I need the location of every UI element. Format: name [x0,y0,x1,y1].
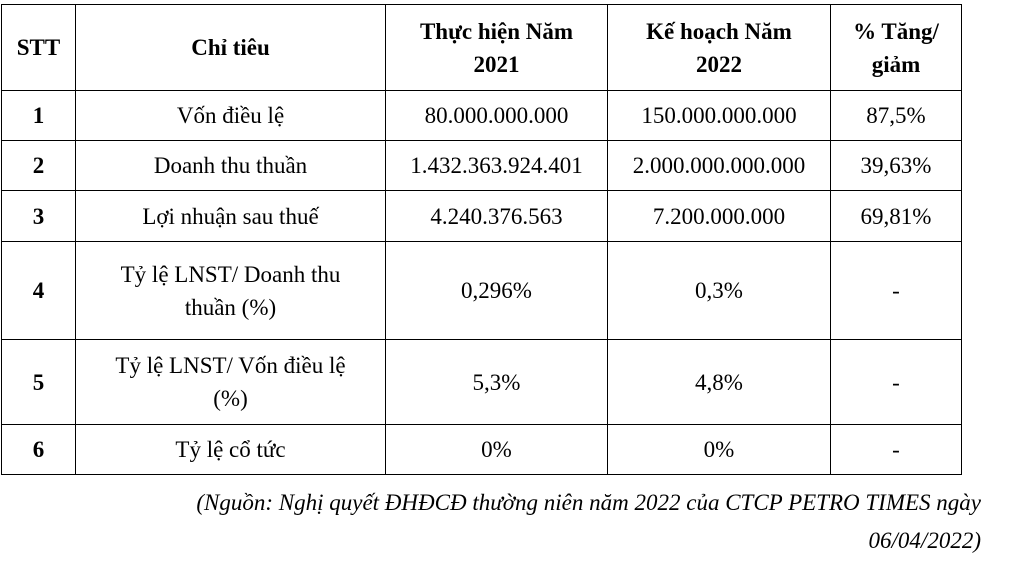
row-plan-2022: 0% [608,425,831,475]
header-stt-label: STT [16,35,61,60]
row-indicator-text: Tỷ lệ cổ tức [175,437,286,462]
row-indicator-text-line2: (%) [213,386,248,411]
row-change: - [831,425,962,475]
row-indicator-text: Doanh thu thuần [153,153,308,178]
row-plan-2022: 150.000.000.000 [608,91,831,141]
row-stt: 6 [2,425,76,475]
row-change: 39,63% [831,141,962,191]
table-row [2,425,962,475]
row-actual-2021: 0% [386,425,608,475]
header-change-line2: giảm [871,51,921,77]
row-change: - [831,242,962,340]
row-actual-2021: 80.000.000.000 [386,91,608,141]
table-row [2,141,962,191]
source-note-line1: (Nguồn: Nghị quyết ĐHĐCĐ thường niên năm 2022 của CTCP PETRO TIMES ngày [196,490,981,515]
row-stt: 5 [2,340,76,425]
header-plan-2022-line1: Kế hoạch Năm [646,18,792,44]
source-note [61,484,981,560]
row-actual-2021: 0,296% [386,242,608,340]
header-plan-2022 [608,5,831,91]
row-actual-2021: 5,3% [386,340,608,425]
row-stt: 3 [2,191,76,242]
header-indicator-label: Chỉ tiêu [191,35,270,60]
header-plan-2022-line2: 2022 [696,51,742,77]
header-indicator [76,5,386,91]
row-change: 87,5% [831,91,962,141]
table-header-row [2,5,962,91]
row-stt: 4 [2,242,76,340]
source-note-line2: 06/04/2022) [868,528,981,553]
header-actual-2021 [386,5,608,91]
row-change: 69,81% [831,191,962,242]
row-plan-2022: 2.000.000.000.000 [608,141,831,191]
row-indicator [76,340,386,425]
row-indicator-text: Tỷ lệ LNST/ Vốn điều lệ [115,353,346,378]
row-indicator-text: Tỷ lệ LNST/ Doanh thu [120,261,341,287]
row-actual-2021: 4.240.376.563 [386,191,608,242]
row-indicator-text: Lợi nhuận sau thuế [142,203,319,229]
row-indicator-text-line2: thuần (%) [184,294,277,320]
header-actual-2021-line1: Thực hiện Năm [419,18,574,44]
table-row [2,191,962,242]
row-plan-2022: 0,3% [608,242,831,340]
table-row [2,242,962,340]
row-change: - [831,340,962,425]
row-indicator [76,91,386,141]
row-plan-2022: 4,8% [608,340,831,425]
row-stt: 2 [2,141,76,191]
header-change [831,5,962,91]
row-indicator [76,425,386,475]
row-indicator [76,141,386,191]
header-change-line1: % Tăng/ [853,18,939,44]
row-indicator [76,191,386,242]
header-stt [2,5,76,91]
table-row [2,340,962,425]
row-actual-2021: 1.432.363.924.401 [386,141,608,191]
row-indicator-text: Vốn điều lệ [176,103,285,128]
row-stt: 1 [2,91,76,141]
table-row [2,91,962,141]
financial-plan-table [1,4,962,475]
header-actual-2021-line2: 2021 [473,51,520,77]
row-plan-2022: 7.200.000.000 [608,191,831,242]
row-indicator [76,242,386,340]
